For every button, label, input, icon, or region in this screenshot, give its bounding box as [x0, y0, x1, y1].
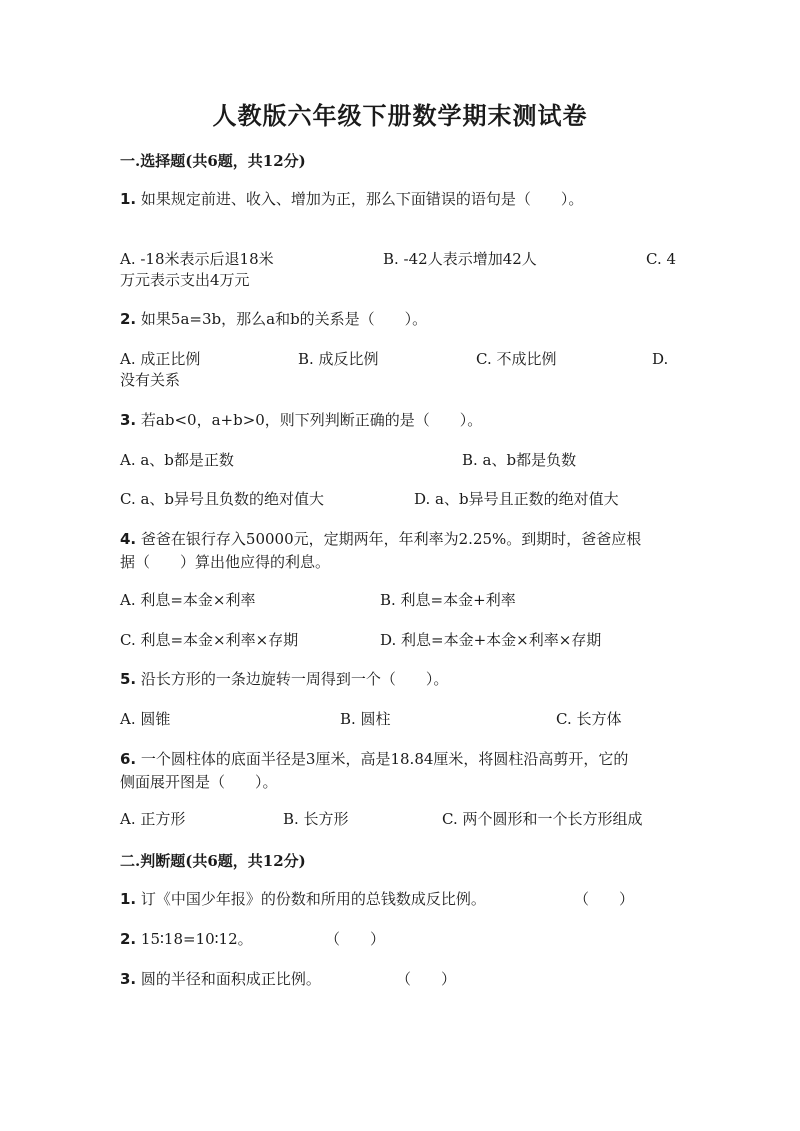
question-text: 如果5a=3b，那么a和b的关系是（ ）。 — [140, 310, 428, 328]
question-number: 3. — [120, 970, 137, 988]
option-c: C. 4 — [646, 250, 677, 268]
option-b: B. 成反比例 — [298, 350, 379, 368]
option-d: D. — [652, 350, 669, 368]
question-4 — [120, 528, 680, 574]
option-a: A. a、b都是正数 — [120, 451, 234, 469]
option-b: B. -42人表示增加42人 — [383, 250, 537, 268]
question-5 — [120, 668, 680, 691]
question-number: 1. — [120, 190, 137, 208]
question-6 — [120, 748, 680, 794]
option-c: C. a、b异号且负数的绝对值大 — [120, 490, 325, 508]
question-1 — [120, 188, 680, 211]
question-text-line-2: 侧面展开图是（ ）。 — [120, 773, 278, 791]
section-heading-judgment: 二.判断题(共6题，共12分) — [120, 852, 306, 870]
question-number: 4. — [120, 530, 137, 548]
question-number: 1. — [120, 890, 137, 908]
option-c: C. 利息=本金×利率×存期 — [120, 631, 299, 649]
option-b: B. 利息=本金+利率 — [380, 591, 516, 609]
option-b: B. a、b都是负数 — [462, 451, 577, 469]
option-a: A. 成正比例 — [120, 350, 201, 368]
question-3 — [120, 409, 680, 432]
option-a: A. 圆锥 — [120, 710, 171, 728]
question-number: 2. — [120, 930, 137, 948]
page-title: 人教版六年级下册数学期末测试卷 — [212, 101, 588, 130]
question-text-line-1: 一个圆柱体的底面半径是3厘米，高是18.84厘米，将圆柱沿高剪开，它的 — [140, 750, 629, 768]
option-c: C. 两个圆形和一个长方形组成 — [442, 810, 643, 828]
option-d: D. a、b异号且正数的绝对值大 — [414, 490, 619, 508]
question-text: 订《中国少年报》的份数和所用的总钱数成反比例。 — [140, 890, 486, 908]
judgment-2 — [120, 928, 680, 951]
question-text: 圆的半径和面积成正比例。 — [140, 970, 321, 988]
answer-paren: （ ） — [325, 930, 386, 948]
option-a: A. -18米表示后退18米 — [120, 250, 274, 268]
option-d: D. 利息=本金+本金×利率×存期 — [380, 631, 602, 649]
option-a: A. 正方形 — [120, 810, 186, 828]
answer-paren: （ ） — [396, 970, 457, 988]
question-number: 3. — [120, 411, 137, 429]
question-2 — [120, 308, 680, 331]
question-text: 沿长方形的一条边旋转一周得到一个（ ）。 — [140, 670, 449, 688]
answer-paren: （ ） — [574, 890, 635, 908]
question-text-line-2: 据（ ）算出他应得的利息。 — [120, 553, 331, 571]
question-number: 5. — [120, 670, 137, 688]
option-b: B. 长方形 — [283, 810, 349, 828]
question-number: 6. — [120, 750, 137, 768]
option-b: B. 圆柱 — [340, 710, 391, 728]
option-d-continued: 没有关系 — [120, 371, 181, 389]
question-text-line-1: 爸爸在银行存入50000元，定期两年，年利率为2.25%。到期时，爸爸应根 — [140, 530, 642, 548]
option-a: A. 利息=本金×利率 — [120, 591, 256, 609]
option-c-continued: 万元表示支出4万元 — [120, 271, 250, 289]
question-number: 2. — [120, 310, 137, 328]
option-c: C. 不成比例 — [476, 350, 557, 368]
question-text: 15∶18=10∶12。 — [140, 930, 253, 948]
option-c: C. 长方体 — [556, 710, 622, 728]
question-text: 若ab<0，a+b>0，则下列判断正确的是（ ）。 — [140, 411, 483, 429]
question-text: 如果规定前进、收入、增加为正，那么下面错误的语句是（ ）。 — [140, 190, 584, 208]
section-heading-choice: 一.选择题(共6题，共12分) — [120, 152, 306, 170]
